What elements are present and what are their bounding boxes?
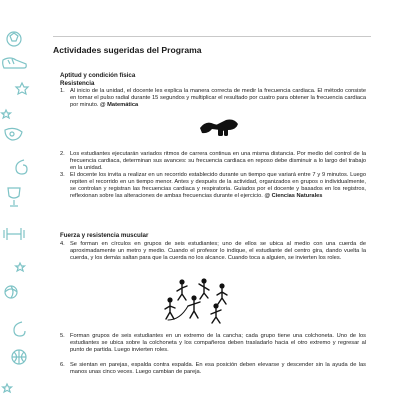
item-text: El docente los invita a realizar en un recorrido establecido durante un tiempo que variará entre 7 y 9 minutos. Luego repiten el recorrido en un tiempo menor. Antes y después de la actividad, organizados en grupos o individualmente, se controlan y registran las frecuencias cardiaca y respiratoria. Guiados por el docente y basados en los registros, reflexionan sobre las alteraciones de ambas frecuencias durante el ejercicio.	[70, 172, 366, 200]
jump-rope-circle-icon	[160, 276, 236, 324]
item-text: Al inicio de la unidad, el docente les explica la manera correcta de medir la frecuencia cardiaca. El método consiste en tomar el pulso radial durante 15 segundos y multiplicar el resultado por cuatro para obtener la frecuencia cardiaca por minuto.	[70, 88, 366, 109]
section-title-aptitud: Aptitud y condición física	[60, 72, 136, 79]
item-text: Se sientan en parejas, espalda contra espalda. En esa posición deben elevarse y descender sin la ayuda de las manos unas cinco veces. Luego cambian de pareja.	[70, 362, 366, 376]
item-number: 2.	[60, 151, 65, 157]
list-item-3	[60, 172, 366, 200]
list-item-2	[60, 151, 366, 172]
subject-tag: @ Matemática	[100, 102, 139, 109]
section-title-fuerza: Fuerza y resistencia muscular	[60, 232, 149, 239]
item-text: Los estudiantes ejecutarán variados ritmos de carrera continua en una misma distancia. Por medio del control de la frecuencia cardiaca, determinan sus avances: su frecuencia cardiaca en reposo debe disminuir a lo largo del trabajo en la unidad.	[70, 151, 366, 172]
sports-doodle-icon	[0, 0, 34, 400]
list-item-4	[60, 241, 366, 262]
list-item-5	[60, 333, 366, 354]
pulse-check-hands-icon	[196, 116, 242, 138]
item-number: 4.	[60, 241, 65, 247]
section-subtitle-resistencia: Resistencia	[60, 80, 95, 87]
item-number: 1.	[60, 88, 65, 94]
item-text: Se forman en círculos en grupos de seis estudiantes; uno de ellos se ubica al medio con una cuerda de aproximadamente un metro y medio. Cuando el profesor lo indique, el estudiante del centro gira, dando vuelta la cuerda, y los demás saltan para que la cuerda no los alcance. Cuando toca a alguien, se invierten los roles.	[70, 241, 366, 262]
page-title: Actividades sugeridas del Programa	[53, 45, 202, 55]
decorative-sports-border	[0, 0, 34, 400]
list-item-1	[60, 88, 366, 109]
subject-tag: @ Ciencias Naturales	[264, 193, 323, 200]
item-number: 5.	[60, 333, 65, 339]
header-rule	[53, 36, 371, 37]
item-number: 6.	[60, 362, 65, 368]
list-item-6	[60, 362, 366, 376]
item-number: 3.	[60, 172, 65, 178]
item-text: Forman grupos de seis estudiantes en un extremo de la cancha; cada grupo tiene una colchoneta. Uno de los estudiantes se ubica sobre la colchoneta y los compañeros deben trasladarlo hacia el otro extremo y regresar al punto de partida. Luego invierten roles.	[70, 333, 366, 354]
